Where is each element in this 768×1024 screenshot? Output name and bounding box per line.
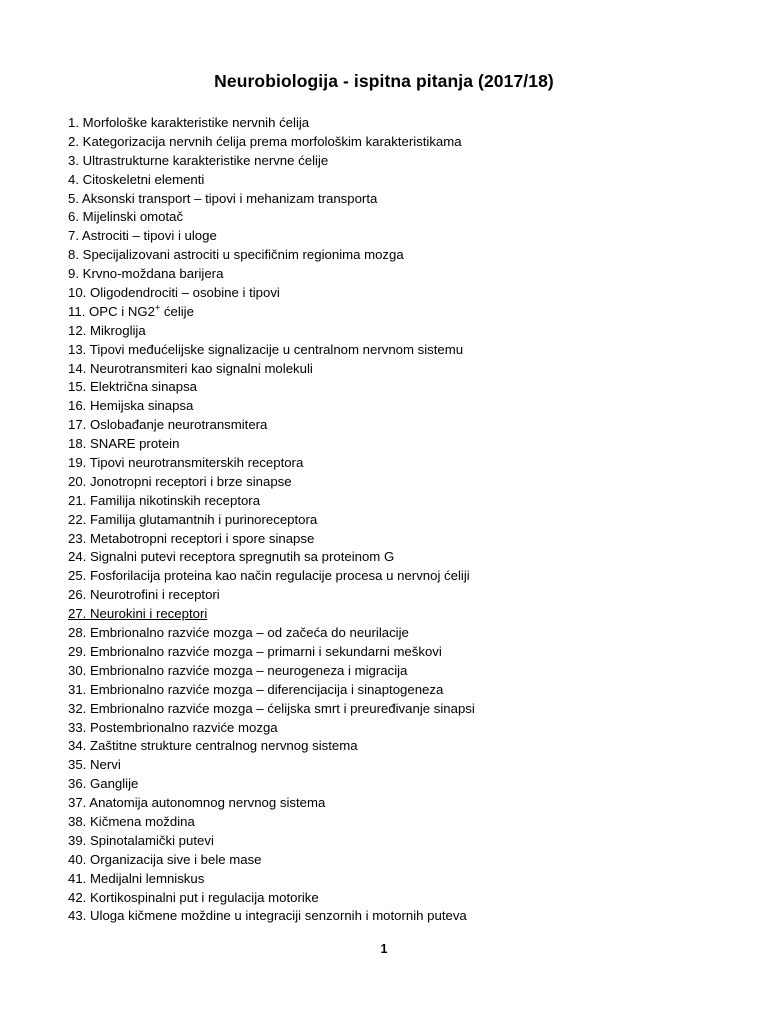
question-text: 21. Familija nikotinskih receptora bbox=[68, 492, 261, 508]
question-text: 22. Familija glutamantnih i purinoreceptora bbox=[68, 511, 318, 527]
question-text: 1. Morfološke karakteristike nervnih ćelija bbox=[68, 115, 310, 130]
question-text: 8. Specijalizovani astrociti u specifičnim regionima mozga bbox=[68, 247, 404, 263]
question-text: 5. Aksonski transport – tipovi i mehanizam transporta bbox=[68, 190, 378, 206]
question-text: 16. Hemijska sinapsa bbox=[68, 398, 194, 414]
question-text: 36. Ganglije bbox=[68, 776, 139, 792]
question-item bbox=[68, 360, 728, 379]
question-text: 32. Embrionalno razviće mozga – ćelijska smrt i preuređivanje sinapsi bbox=[68, 700, 475, 716]
question-item bbox=[68, 756, 728, 775]
question-text: 28. Embrionalno razviće mozga – od začeća do neurilacije bbox=[68, 625, 409, 641]
question-text: 43. Uloga kičmene moždine u integraciji senzornih i motornih puteva bbox=[68, 908, 467, 924]
question-item bbox=[68, 530, 728, 549]
question-item bbox=[68, 643, 728, 662]
question-item bbox=[68, 284, 728, 303]
question-item bbox=[68, 322, 728, 341]
question-text: 17. Oslobađanje neurotransmitera bbox=[68, 417, 268, 433]
question-item bbox=[68, 851, 728, 870]
question-text: 25. Fosforilacija proteina kao način regulacije procesa u nervnoj ćeliji bbox=[68, 568, 470, 584]
question-text: 38. Kičmena moždina bbox=[68, 813, 195, 829]
question-text: 39. Spinotalamički putevi bbox=[68, 832, 214, 848]
question-item bbox=[68, 567, 728, 586]
superscript: + bbox=[154, 302, 161, 313]
question-item bbox=[68, 133, 728, 152]
question-item bbox=[68, 435, 728, 454]
question-item bbox=[68, 303, 728, 322]
question-item bbox=[68, 190, 728, 209]
question-item bbox=[68, 662, 728, 681]
question-text-suffix: ćelije bbox=[160, 303, 194, 319]
question-item bbox=[68, 246, 728, 265]
question-text: 2. Kategorizacija nervnih ćelija prema morfološkim karakteristikama bbox=[68, 133, 462, 149]
question-text: 7. Astrociti – tipovi i uloge bbox=[68, 228, 217, 244]
question-text: 35. Nervi bbox=[68, 757, 121, 773]
question-item bbox=[68, 624, 728, 643]
question-item bbox=[68, 681, 728, 700]
question-item bbox=[68, 227, 728, 246]
question-item bbox=[68, 889, 728, 908]
page-number: 1 bbox=[380, 942, 388, 956]
question-text: 42. Kortikospinalni put i regulacija motorike bbox=[68, 889, 319, 905]
question-text: 13. Tipovi međućelijske signalizacije u centralnom nervnom sistemu bbox=[68, 341, 464, 357]
question-item bbox=[68, 832, 728, 851]
question-item bbox=[68, 171, 728, 190]
question-text: 30. Embrionalno razviće mozga – neurogeneza i migracija bbox=[68, 662, 408, 678]
question-item bbox=[68, 548, 728, 567]
question-text: 24. Signalni putevi receptora spregnutih sa proteinom G bbox=[68, 549, 395, 565]
question-list bbox=[68, 114, 728, 926]
question-text: 10. Oligodendrociti – osobine i tipovi bbox=[68, 285, 280, 301]
question-text: 33. Postembrionalno razviće mozga bbox=[68, 719, 278, 735]
question-item bbox=[68, 719, 728, 738]
question-item bbox=[68, 454, 728, 473]
question-text: 40. Organizacija sive i bele mase bbox=[68, 851, 262, 867]
question-text: 20. Jonotropni receptori i brze sinapse bbox=[68, 473, 292, 489]
question-item bbox=[68, 378, 728, 397]
question-text: 34. Zaštitne strukture centralnog nervnog sistema bbox=[68, 738, 358, 754]
question-item bbox=[68, 794, 728, 813]
question-text: 27. Neurokini i receptori bbox=[68, 606, 208, 622]
question-text: 23. Metabotropni receptori i spore sinapse bbox=[68, 530, 315, 546]
question-item bbox=[68, 265, 728, 284]
question-item bbox=[68, 813, 728, 832]
question-item bbox=[68, 907, 728, 926]
question-item bbox=[68, 511, 728, 530]
question-text: 18. SNARE protein bbox=[68, 436, 180, 452]
question-text: 41. Medijalni lemniskus bbox=[68, 870, 205, 886]
question-item bbox=[68, 152, 728, 171]
question-item bbox=[68, 775, 728, 794]
question-item bbox=[68, 737, 728, 756]
question-item bbox=[68, 605, 728, 624]
question-item bbox=[68, 473, 728, 492]
question-item bbox=[68, 114, 728, 133]
question-item bbox=[68, 870, 728, 889]
question-item bbox=[68, 700, 728, 719]
question-item bbox=[68, 397, 728, 416]
question-text: 31. Embrionalno razviće mozga – diferencijacija i sinaptogeneza bbox=[68, 681, 444, 697]
question-text: 15. Električna sinapsa bbox=[68, 379, 198, 395]
question-text: 14. Neurotransmiteri kao signalni molekuli bbox=[68, 360, 313, 376]
question-item bbox=[68, 586, 728, 605]
question-text: 26. Neurotrofini i receptori bbox=[68, 587, 220, 603]
question-text: 19. Tipovi neurotransmiterskih receptora bbox=[68, 455, 304, 471]
question-item bbox=[68, 341, 728, 360]
question-item bbox=[68, 208, 728, 227]
page-title: Neurobiologija - ispitna pitanja (2017/18) bbox=[214, 71, 554, 91]
question-text: 11. OPC i NG2 bbox=[68, 303, 155, 319]
question-text: 4. Citoskeletni elementi bbox=[68, 171, 205, 187]
question-text: 9. Krvno-moždana barijera bbox=[68, 266, 224, 282]
question-text: 37. Anatomija autonomnog nervnog sistema bbox=[68, 795, 326, 811]
question-text: 6. Mijelinski omotač bbox=[68, 209, 184, 225]
question-text: 3. Ultrastrukturne karakteristike nervne ćelije bbox=[68, 152, 329, 168]
question-item bbox=[68, 492, 728, 511]
question-item bbox=[68, 416, 728, 435]
question-text: 12. Mikroglija bbox=[68, 322, 146, 338]
question-text: 29. Embrionalno razviće mozga – primarni i sekundarni meškovi bbox=[68, 643, 442, 659]
